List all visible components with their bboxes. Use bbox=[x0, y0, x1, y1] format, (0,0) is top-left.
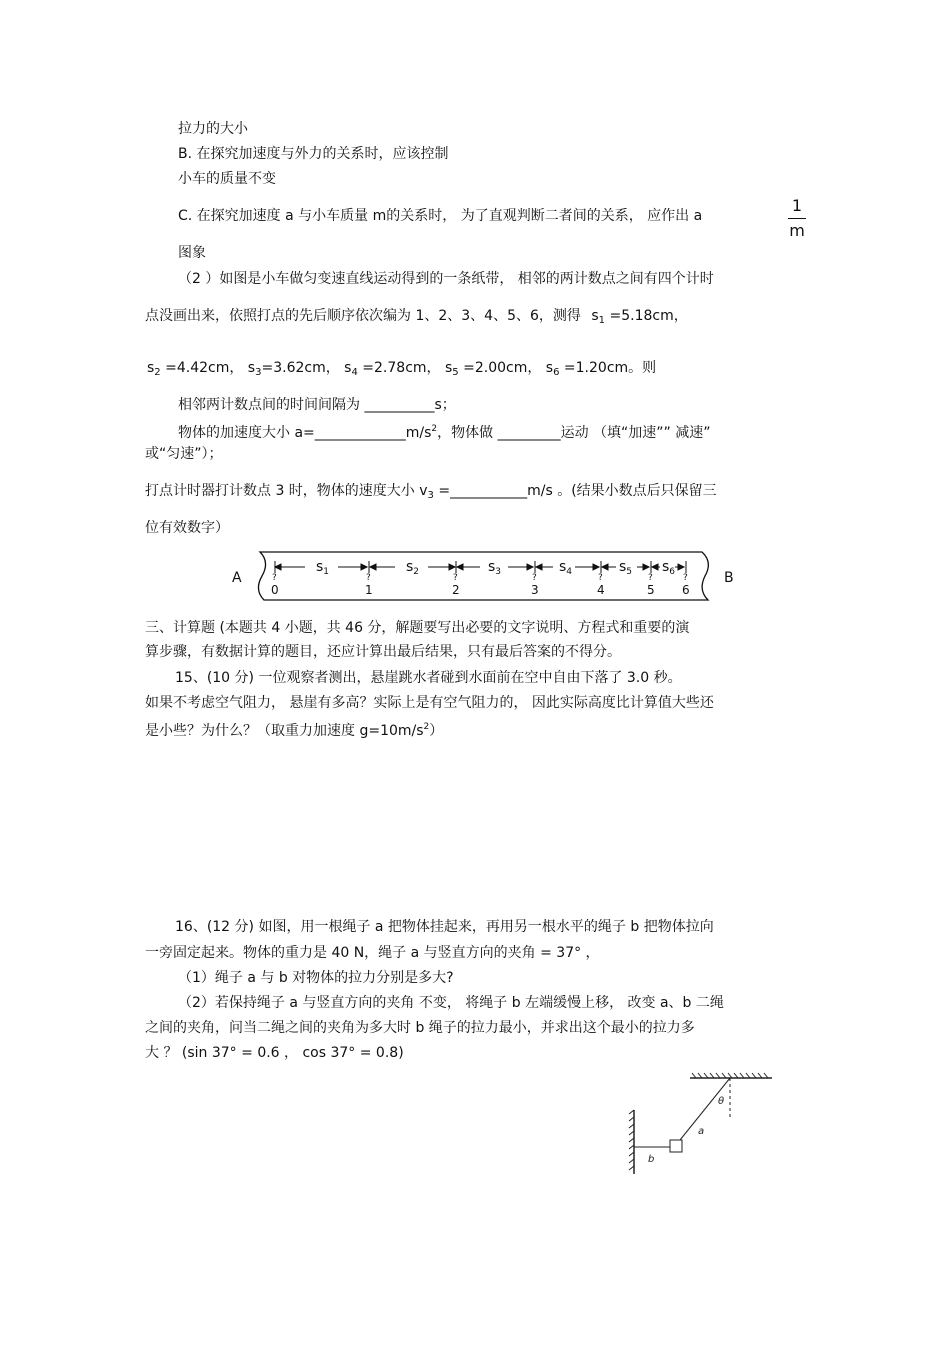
rope-a-label: a bbox=[698, 1126, 705, 1137]
svg-text:?: ? bbox=[272, 573, 277, 583]
point-number-0: 0 bbox=[271, 583, 279, 597]
problem-16-line-5: 之间的夹角，问当二绳之间的夹角为多大时 b 绳子的拉力最小，并求出这个最小的拉力多 bbox=[145, 1020, 695, 1036]
problem-16-part-2: （2）若保持绳子 a 与竖直方向的夹角 不变， 将绳子 b 左端缓慢上移， 改变 a、b 二绳 bbox=[178, 995, 724, 1011]
problem-16-line-1: 16、(12 分) 如图，用一根绳子 a 把物体挂起来，再用另一根水平的绳子 b 把物体拉向 bbox=[175, 919, 714, 935]
rope-b-label: b bbox=[648, 1154, 655, 1165]
problem-15-line-3: 是小些？为什么？（取重力加速度 $g=10m/s^2$） bbox=[145, 722, 444, 739]
paper-tape-figure bbox=[232, 548, 750, 608]
svg-text:?: ? bbox=[532, 573, 537, 583]
rope-a bbox=[680, 1078, 730, 1140]
point-number-3: 3 bbox=[531, 583, 539, 597]
text-line-15: 算步骤，有数据计算的题目，还应计算出最后结果，只有最后答案的不得分。 bbox=[145, 644, 621, 660]
tape-end-b: B bbox=[724, 570, 734, 586]
segment-label-s5: $s_5$ bbox=[619, 559, 633, 577]
text-line-13: 位有效数字） bbox=[145, 520, 229, 536]
fraction-bar bbox=[788, 218, 806, 219]
svg-text:?: ? bbox=[648, 573, 653, 583]
problem-16-part-1: （1）绳子 a 与 b 对物体的拉力分别是多大? bbox=[178, 970, 454, 986]
question-2-line: （2 ）如图是小车做匀变速直线运动得到的一条纸带， 相邻的两计数点之间有四个计时 bbox=[178, 271, 714, 287]
svg-text:?: ? bbox=[453, 573, 458, 583]
segment-label-s4: $s_4$ bbox=[559, 559, 573, 577]
text-line-11: 或“匀速”）； bbox=[145, 446, 223, 462]
fraction-numerator: 1 bbox=[791, 196, 803, 215]
point-number-5: 5 bbox=[647, 583, 655, 597]
fraction-denominator: m bbox=[789, 221, 805, 240]
angle-label: θ bbox=[718, 1096, 725, 1107]
text-line-1: 拉力的大小 bbox=[178, 121, 248, 137]
velocity-line: 打点计时器打计数点 3 时，物体的速度大小 $v_3$ =___________m/s 。(结果小数点后只保留三 bbox=[145, 483, 717, 501]
tape-end-a: A bbox=[232, 570, 242, 586]
point-number-4: 4 bbox=[597, 583, 605, 597]
tape-point-numbers bbox=[271, 583, 690, 597]
text-line-7 bbox=[145, 307, 688, 330]
problem-16-line-6: 大 ？ (sin 37° = 0.6 ， cos 37° = 0.8) bbox=[145, 1045, 404, 1061]
point-number-2: 2 bbox=[452, 583, 460, 597]
segment-label-s2: $s_2$ bbox=[406, 559, 420, 577]
text-line-3: 小车的质量不变 bbox=[178, 171, 276, 187]
svg-text:?: ? bbox=[366, 573, 371, 583]
measurements-line: $s_2 =4.42cm$， $s_3=3.62cm$， $s_4 =2.78cm$， $s_5 =2.00cm$， $s_6 =1.20cm$。则 bbox=[147, 360, 657, 378]
segment-label-s1: $s_1$ bbox=[316, 559, 330, 577]
segment-label-s6: $s_6$ bbox=[662, 559, 676, 577]
svg-text:?: ? bbox=[683, 573, 688, 583]
problem-15-line-2: 如果不考虑空气阻力， 悬崖有多高？实际上是有空气阻力的， 因此实际高度比计算值大些还 bbox=[145, 695, 714, 711]
option-b-line: B. 在探究加速度与外力的关系时，应该控制 bbox=[178, 146, 449, 162]
problem-16-line-2: 一旁固定起来。物体的重力是 40 N，绳子 a 与竖直方向的夹角 = 37° ， bbox=[145, 945, 600, 961]
time-interval-line: 相邻两计数点间的时间间隔为 __________s； bbox=[178, 397, 456, 413]
segment-label-s3: $s_3$ bbox=[488, 559, 502, 577]
text-line-5: 图象 bbox=[178, 245, 206, 261]
section-3-heading: 三、计算题 (本题共 4 小题，共 46 分，解题要写出必要的文字说明、方程式和重要的演 bbox=[145, 620, 690, 636]
svg-text:?: ? bbox=[598, 573, 603, 583]
fraction-1-over-m bbox=[786, 196, 808, 241]
hanging-block bbox=[670, 1140, 682, 1152]
acceleration-line: 物体的加速度大小 $a=\_\_\_\_\_\_\_\_\_\_\_\_\_m/s^2$，物体做 _________运动 （填“加速”” 减速” bbox=[178, 424, 711, 441]
s1-symbol: $s_1$ bbox=[591, 308, 606, 326]
s1-value: =5.18cm， bbox=[605, 308, 688, 324]
point-number-1: 1 bbox=[365, 583, 373, 597]
point-number-6: 6 bbox=[682, 583, 690, 597]
rope-figure bbox=[620, 1070, 790, 1180]
problem-15-line-1: 15、(10 分) 一位观察者测出，悬崖跳水者碰到水面前在空中自由下落了 3.0 秒。 bbox=[175, 670, 682, 686]
text-line-7a: 点没画出来，依照打点的先后顺序依次编为 1、2、3、4、5、6，测得 bbox=[145, 308, 581, 324]
option-c-line: C. 在探究加速度 a 与小车质量 m的关系时， 为了直观判断二者间的关系， 应作出 a bbox=[178, 208, 703, 224]
